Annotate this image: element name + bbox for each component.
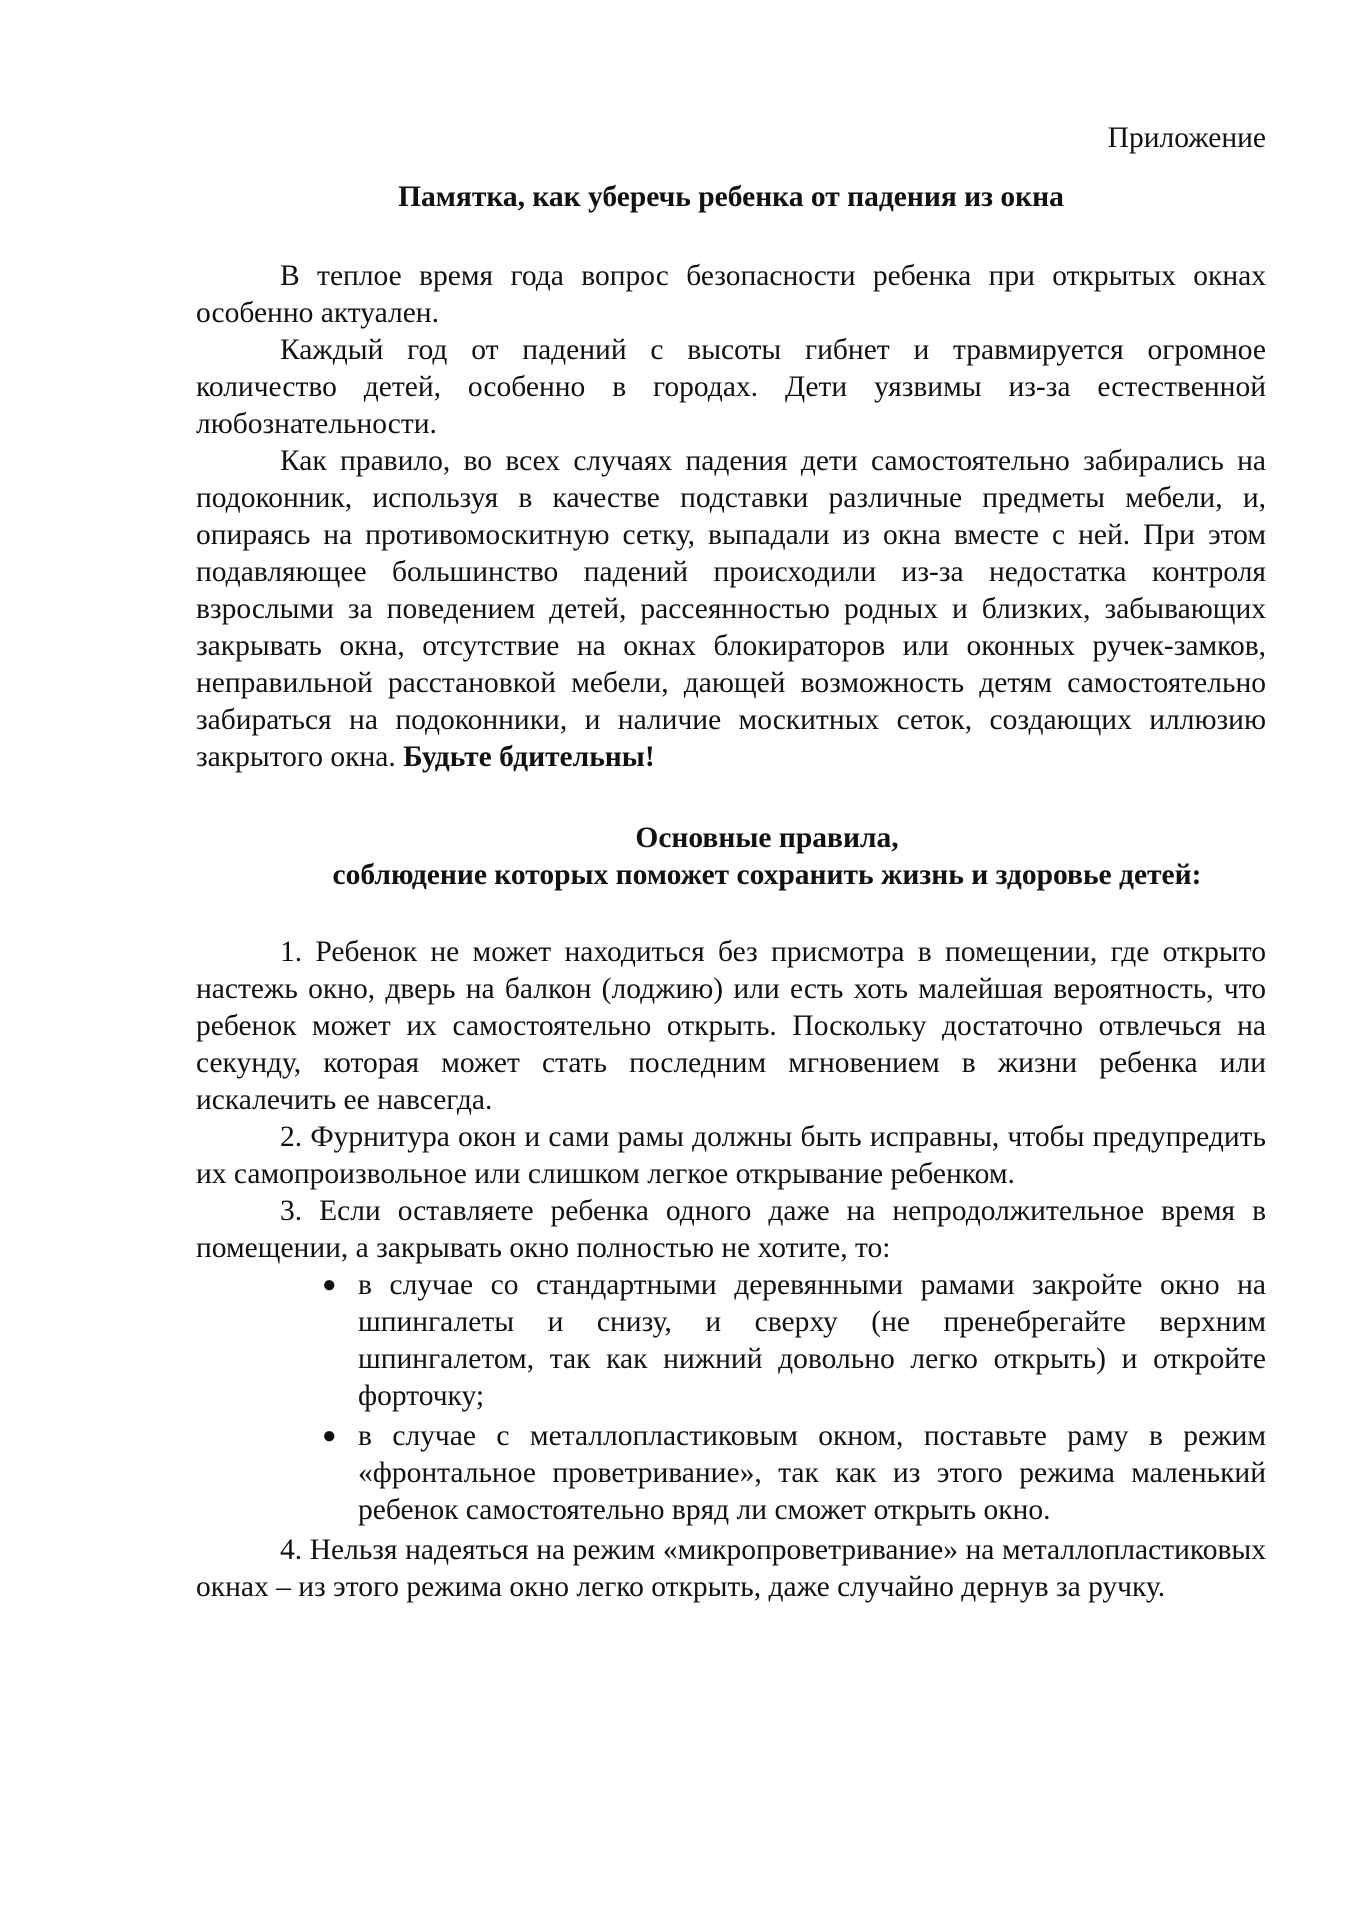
rule-3-bullet-list — [196, 1267, 1266, 1529]
rule-3-bullet-1-text: в случае со стандартными деревянными рамами закройте окно на шпингалеты и снизу, и сверху (не пренебрегайте верхним шпингалетом, так как нижний довольно легко открыть) и откройте форточку; — [358, 1269, 1266, 1412]
rule-3-bullet-2-text: в случае с металлопластиковым окном, поставьте раму в режим «фронтальное проветривание», так как из этого режима маленький ребенок самостоятельно вряд ли сможет открыть окно. — [358, 1420, 1266, 1526]
rule-4: 4. Нельзя надеяться на режим «микропроветривание» на металлопластиковых окнах – из этого режима окно легко открыть, даже случайно дернув за ручку. — [196, 1534, 1266, 1603]
bullet-icon: ● — [322, 1272, 337, 1298]
appendix-label: Приложение — [1107, 122, 1266, 154]
intro-paragraph-3 — [196, 443, 1266, 776]
bullet-icon: ● — [322, 1423, 337, 1449]
rule-3-bullet-1 — [322, 1267, 1266, 1415]
rule-3: 3. Если оставляете ребенка одного даже на непродолжительное время в помещении, а закрывать окно полностью не хотите, то: — [196, 1195, 1266, 1264]
rule-3-bullet-2 — [322, 1418, 1266, 1529]
rule-2: 2. Фурнитура окон и сами рамы должны быть исправны, чтобы предупредить их самопроизвольное или слишком легкое открывание ребенком. — [196, 1121, 1266, 1190]
rules-heading-line-2: соблюдение которых поможет сохранить жизнь и здоровье детей: — [332, 859, 1202, 891]
intro-paragraph-1: В теплое время года вопрос безопасности ребенка при открытых окнах особенно актуален. — [196, 260, 1266, 329]
rules-heading-line-1: Основные правила, — [635, 822, 899, 854]
document-page — [196, 120, 1266, 1606]
warning-emphasis: Будьте бдительны! — [403, 741, 655, 773]
intro-paragraph-3-text: Как правило, во всех случаях падения дети самостоятельно забирались на подоконник, используя в качестве подставки различные предметы мебели, и, опираясь на противомоскитную сетку, выпадали из окна вместе с ней. При этом подавляющее большинство падений происходили из-за недостатка контроля взрослыми за поведением детей, рассеянностью родных и близких, забывающих закрывать окна, отсутствие на окнах блокираторов или оконных ручек-замков, неправильной расстановкой мебели, дающей возможность детям самостоятельно забираться на подоконники, и наличие москитных сеток, создающих иллюзию закрытого окна. — [196, 445, 1266, 773]
intro-paragraph-2: Каждый год от падений с высоты гибнет и травмируется огромное количество детей, особенно в городах. Дети уязвимы из-за естественной любознательности. — [196, 334, 1266, 440]
document-title: Памятка, как уберечь ребенка от падения из окна — [398, 181, 1064, 213]
rule-1: 1. Ребенок не может находиться без присмотра в помещении, где открыто настежь окно, дверь на балкон (лоджию) или есть хоть малейшая вероятность, что ребенок может их самостоятельно открыть. Поскольку достаточно отвлечься на секунду, которая может стать последним мгновением в жизни ребенка или искалечить ее навсегда. — [196, 936, 1266, 1116]
rules-heading — [196, 820, 1266, 894]
